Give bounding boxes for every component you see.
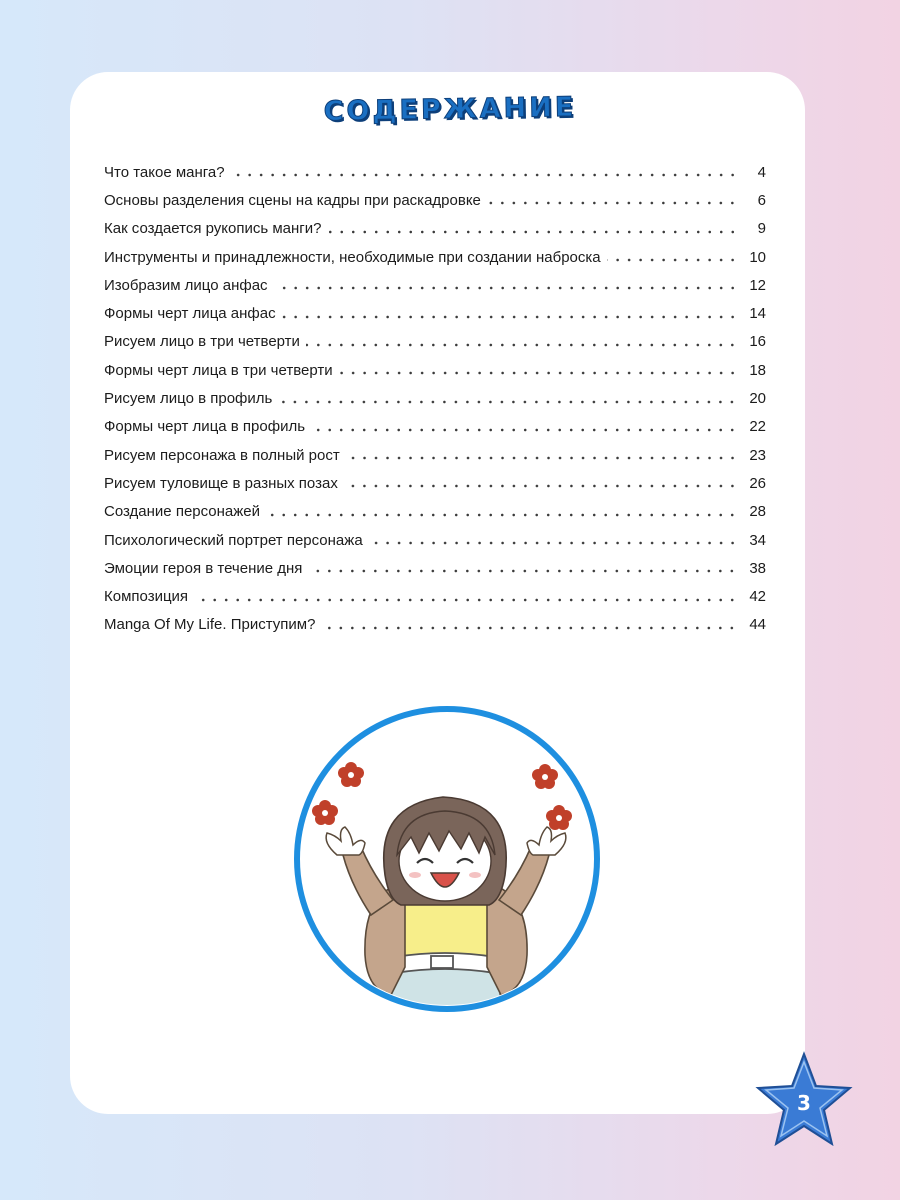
toc-entry[interactable] — [104, 158, 766, 186]
toc-entry-page: 38 — [749, 559, 766, 577]
toc-entry-title: Эмоции героя в течение дня — [104, 559, 303, 577]
toc-entry[interactable] — [104, 356, 766, 384]
toc-entry-title: Психологический портрет персонажа — [104, 531, 363, 549]
toc-entry-page: 26 — [749, 474, 766, 492]
toc-entry-page: 12 — [749, 276, 766, 294]
toc-entry-title: Рисуем лицо в три четверти — [104, 333, 300, 351]
toc-entry-page: 34 — [749, 531, 766, 549]
dot-leader — [231, 171, 738, 179]
toc-entry[interactable] — [104, 186, 766, 214]
manga-girl-cheering-icon — [293, 705, 601, 1013]
toc-entry[interactable] — [104, 413, 766, 441]
toc-entry-page: 16 — [749, 333, 766, 351]
toc-entry-page: 44 — [749, 616, 766, 634]
toc-entry-title: Композиция — [104, 588, 189, 606]
dot-leader — [369, 539, 738, 547]
dot-leader — [194, 596, 738, 604]
toc-entry[interactable] — [104, 384, 766, 412]
toc-entry-title: Формы черт лица в профиль — [104, 418, 306, 436]
table-of-contents — [104, 158, 766, 639]
toc-entry[interactable] — [104, 215, 766, 243]
toc-entry[interactable] — [104, 526, 766, 554]
toc-entry-title: Что такое манга? — [104, 163, 225, 181]
dot-leader — [278, 398, 738, 406]
toc-entry[interactable] — [104, 469, 766, 497]
toc-entry-title: Изобразим лицо анфас — [104, 276, 268, 294]
toc-entry-page: 18 — [749, 361, 766, 379]
toc-entry-page: 6 — [757, 191, 766, 209]
toc-entry-title: Инструменты и принадлежности, необходимые при создании наброска — [104, 248, 601, 266]
toc-entry-page: 10 — [749, 248, 766, 266]
dot-leader — [321, 624, 738, 632]
toc-entry-page: 22 — [749, 418, 766, 436]
toc-entry-title: Формы черт лица в три четверти — [104, 361, 333, 379]
toc-entry[interactable] — [104, 299, 766, 327]
toc-entry-title: Как создается рукопись манги? — [104, 220, 322, 238]
dot-leader — [344, 482, 738, 490]
toc-entry[interactable] — [104, 611, 766, 639]
toc-entry[interactable] — [104, 243, 766, 271]
toc-entry[interactable] — [104, 271, 766, 299]
dot-leader — [328, 228, 739, 236]
toc-entry-page: 23 — [749, 446, 766, 464]
page-number: 3 — [797, 1091, 811, 1115]
toc-entry-page: 4 — [757, 163, 766, 181]
toc-entry-page: 42 — [749, 588, 766, 606]
toc-entry-title: Рисуем лицо в профиль — [104, 390, 273, 408]
toc-entry-page: 9 — [757, 220, 766, 238]
toc-entry-page: 20 — [749, 390, 766, 408]
dot-leader — [487, 199, 738, 207]
toc-entry-title: Рисуем туловище в разных позах — [104, 474, 338, 492]
dot-leader — [282, 313, 738, 321]
toc-entry[interactable] — [104, 328, 766, 356]
toc-entry-page: 28 — [749, 503, 766, 521]
page-title: СОДЕРЖАНИЕ — [323, 91, 577, 128]
dot-leader — [607, 256, 738, 264]
toc-entry-title: Создание персонажей — [104, 503, 261, 521]
toc-entry-title: Manga Of My Life. Приступим? — [104, 616, 316, 634]
dot-leader — [311, 426, 738, 434]
toc-entry-title: Основы разделения сцены на кадры при раскадровке — [104, 191, 481, 209]
dot-leader — [266, 511, 738, 519]
dot-leader — [339, 369, 738, 377]
dot-leader — [274, 284, 738, 292]
toc-entry-title: Формы черт лица анфас — [104, 305, 276, 323]
toc-entry[interactable] — [104, 498, 766, 526]
toc-entry[interactable] — [104, 554, 766, 582]
dot-leader — [346, 454, 738, 462]
toc-entry[interactable] — [104, 582, 766, 610]
toc-entry[interactable] — [104, 441, 766, 469]
dot-leader — [306, 341, 738, 349]
toc-entry-title: Рисуем персонажа в полный рост — [104, 446, 340, 464]
toc-entry-page: 14 — [749, 305, 766, 323]
dot-leader — [308, 567, 738, 575]
